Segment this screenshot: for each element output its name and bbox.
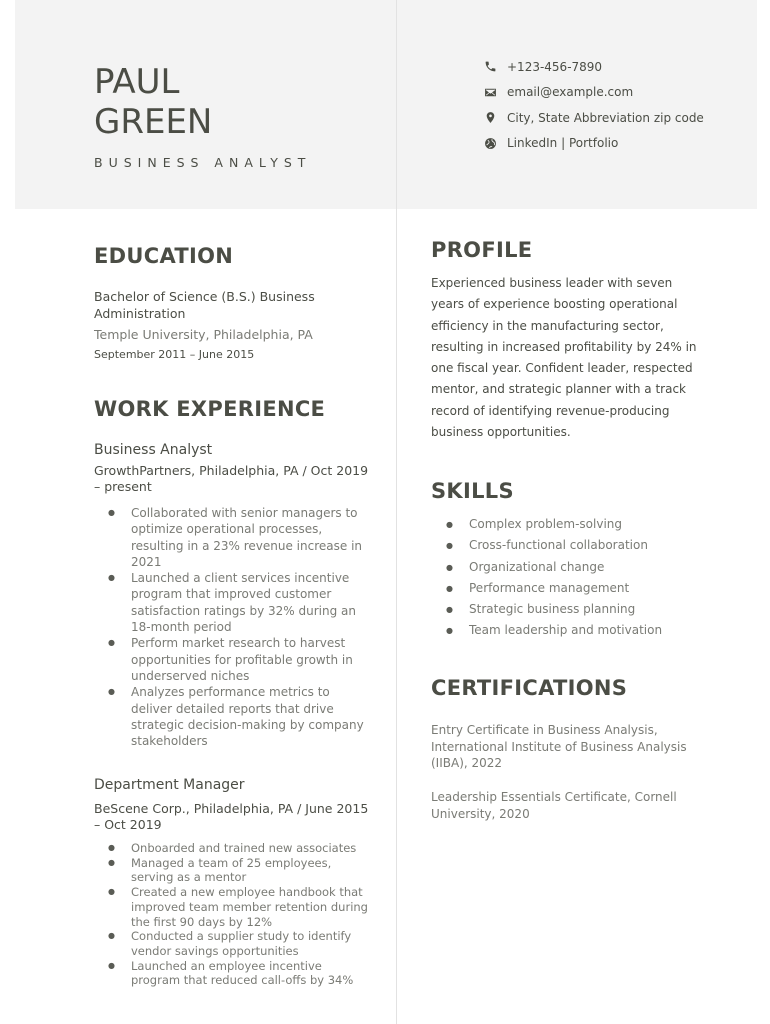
job-1-bullets [108, 505, 370, 749]
phone-icon [483, 60, 497, 74]
list-item: ● Managed a team of 25 employees, serving as a mentor [108, 856, 370, 885]
certification-2: Leadership Essentials Certificate, Cornell University, 2020 [431, 790, 677, 821]
contact-links-text: LinkedIn | Portfolio [507, 136, 619, 151]
profile-text: Experienced business leader with seven years of experience boosting operational efficiency in the manufacturing sector, resulting in increased profitability by 24% in one fiscal year. Confident leader, respected mentor, and strategic planner with a track record of identifying revenue-producing business opportunities. [431, 276, 697, 440]
certifications-heading: CERTIFICATIONS [431, 676, 628, 700]
job-2-bullets [108, 841, 370, 988]
mail-icon [483, 85, 497, 99]
list-item: ● Complex problem-solving [446, 514, 736, 535]
contact-location-text: City, State Abbreviation zip code [507, 110, 704, 125]
candidate-name [94, 62, 212, 142]
education-dates: September 2011 – June 2015 [94, 348, 255, 361]
skills-list [446, 514, 736, 642]
certification-1: Entry Certificate in Business Analysis, International Institute of Business Analysis (IIBA), 2022 [431, 723, 687, 771]
list-item: ● Launched a client services incentive program that improved customer satisfaction ratings by 32% during an 18-month period [108, 570, 370, 635]
list-item: ● Launched an employee incentive program that reduced call-offs by 34% [108, 959, 370, 988]
education-school: Temple University, Philadelphia, PA [94, 327, 313, 342]
list-item: ● Onboarded and trained new associates [108, 841, 370, 856]
list-item: ● Cross-functional collaboration [446, 535, 736, 556]
contact-list [483, 54, 704, 156]
work-experience-heading: WORK EXPERIENCE [94, 397, 326, 421]
contact-phone [483, 54, 704, 80]
profile-heading: PROFILE [431, 238, 533, 262]
job-2-title: Department Manager [94, 777, 245, 793]
education-heading: EDUCATION [94, 244, 234, 268]
list-item: ● Strategic business planning [446, 599, 736, 620]
contact-phone-text: +123-456-7890 [507, 59, 603, 74]
list-item: ● Conducted a supplier study to identify vendor savings opportunities [108, 929, 370, 958]
list-item: ● Analyzes performance metrics to deliver detailed reports that drive strategic decision-making by company stakeholders [108, 684, 370, 749]
contact-email [483, 80, 704, 106]
job-1-meta: GrowthPartners, Philadelphia, PA / Oct 2019 – present [94, 463, 369, 494]
name-first: PAUL [94, 62, 180, 102]
column-divider [396, 0, 397, 1024]
contact-links [483, 131, 704, 157]
contact-email-text: email@example.com [507, 85, 634, 100]
list-item: ● Collaborated with senior managers to optimize operational processes, resulting in a 23% revenue increase in 2021 [108, 505, 370, 570]
list-item: ● Performance management [446, 578, 736, 599]
name-last: GREEN [94, 102, 213, 142]
list-item: ● Organizational change [446, 557, 736, 578]
list-item: ● Perform market research to harvest opportunities for profitable growth in underserved niches [108, 635, 370, 684]
job-2-meta: BeScene Corp., Philadelphia, PA / June 2015 – Oct 2019 [94, 801, 369, 832]
location-pin-icon [483, 111, 497, 125]
list-item: ● Team leadership and motivation [446, 620, 736, 641]
list-item: ● Created a new employee handbook that improved team member retention during the first 90 days by 12% [108, 885, 370, 929]
education-degree: Bachelor of Science (B.S.) Business Administration [94, 289, 315, 321]
job-title-tagline: BUSINESS ANALYST [94, 155, 312, 170]
globe-icon [483, 136, 497, 150]
skills-heading: SKILLS [431, 479, 514, 503]
contact-location [483, 105, 704, 131]
job-1-title: Business Analyst [94, 442, 213, 458]
